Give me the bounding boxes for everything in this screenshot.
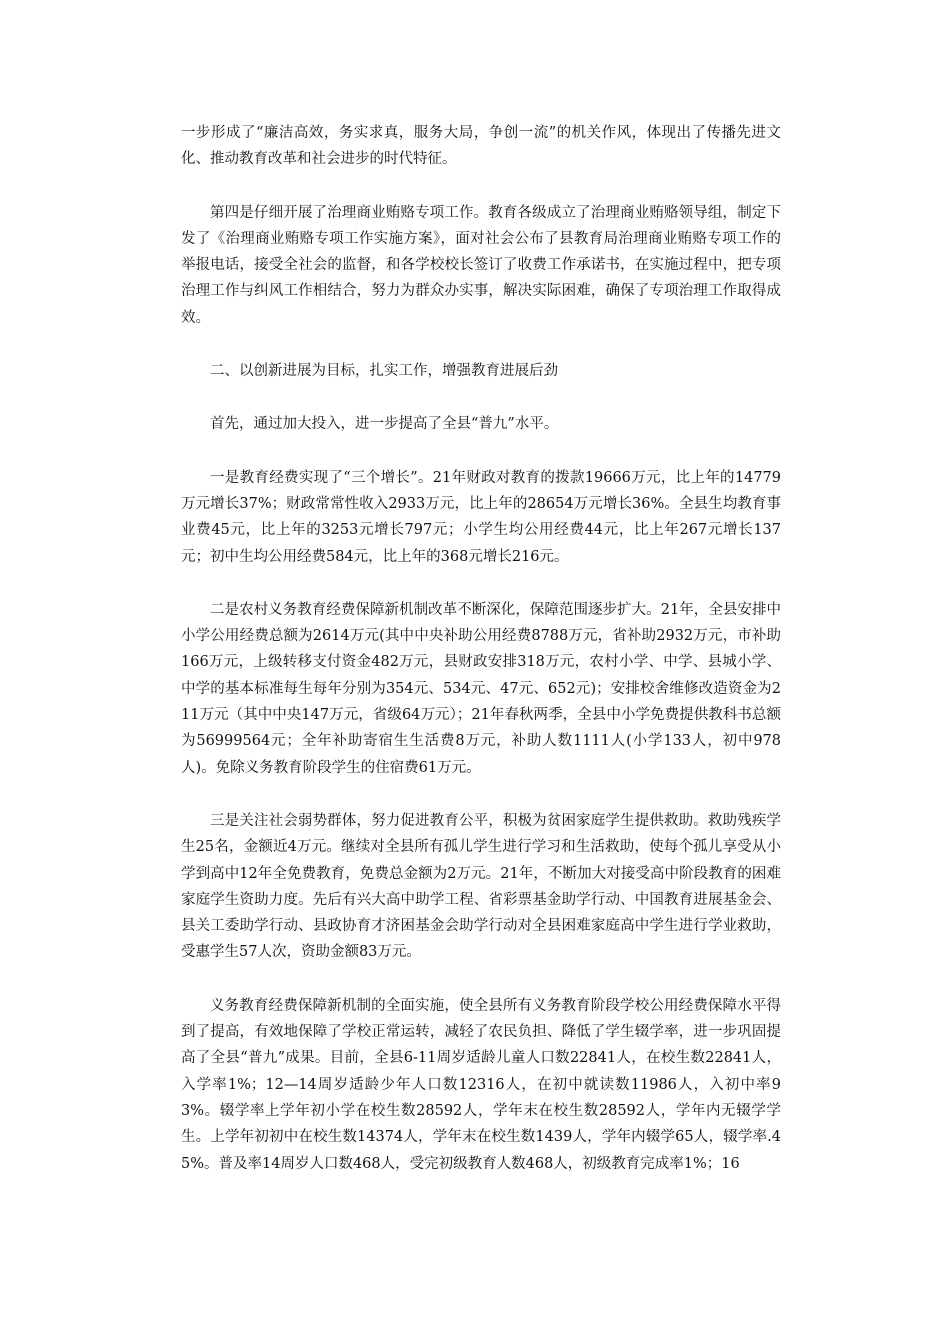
- paragraph-continued: 一步形成了“廉洁高效，务实求真，服务大局，争创一流”的机关作风，体现出了传播先进文化、推动教育改革和社会进步的时代特征。: [181, 125, 781, 168]
- paragraph-enrollment-stats: 义务教育经费保障新机制的全面实施，使全县所有义务教育阶段学校公用经费保障水平得到了提高，有效地保障了学校正常运转，减轻了农民负担、降低了学生辍学率，进一步巩固提高了全县“普九”成果。目前，全县6-11周岁适龄儿童人口数22841人，在校生数22841人，入学率1%；12—14周岁适龄少年人口数12316人，在初中就读数11986人，入初中率93%。辍学率上学年初小学在校生数28592人，学年末在校生数28592人，学年内无辍学学生。上学年初初中在校生数14374人，学年末在校生数1439人，学年内辍学65人，辍学率.45%。普及率14周岁人口数468人，受完初级教育人数468人，初级教育完成率1%；16: [181, 997, 781, 1172]
- paragraph-anti-bribery: 第四是仔细开展了治理商业贿赂专项工作。教育各级成立了治理商业贿赂领导组，制定下发了《治理商业贿赂专项工作实施方案》，面对社会公布了县教育局治理商业贿赂专项工作的举报电话，接受全社会的监督，和各学校校长签订了收费工作承诺书，在实施过程中，把专项治理工作与纠风工作相结合，努力为群众办实事，解决实际困难，确保了专项治理工作取得成效。: [181, 204, 781, 326]
- paragraph-disadvantaged-groups: 三是关注社会弱势群体，努力促进教育公平，积极为贫困家庭学生提供救助。救助残疾学生25名，金额近4万元。继续对全县所有孤儿学生进行学习和生活救助，使每个孤儿享受从小学到高中12年全免费教育，免费总金额为2万元。21年，不断加大对接受高中阶段教育的困难家庭学生资助力度。先后有兴大高中助学工程、省彩票基金助学行动、中国教育进展基金会、县关工委助学行动、县政协育才济困基金会助学行动对全县困难家庭高中学生进行学业救助，受惠学生57人次，资助金额83万元。: [181, 812, 781, 961]
- paragraph-funding-growth: 一是教育经费实现了“三个增长”。21年财政对教育的拨款19666万元，比上年的14779万元增长37%；财政常常性收入2933万元，比上年的28654万元增长36%。全县生均教育事业费45元，比上年的3253元增长797元；小学生均公用经费44元，比上年267元增长137元；初中生均公用经费584元，比上年的368元增长216元。: [181, 469, 781, 565]
- paragraph-investment-intro: 首先，通过加大投入，进一步提高了全县“普九”水平。: [210, 416, 559, 433]
- document-body: [181, 120, 781, 1204]
- section-heading: 二、以创新进展为目标，扎实工作，增强教育进展后劲: [210, 363, 558, 380]
- paragraph-rural-funding: 二是农村义务教育经费保障新机制改革不断深化，保障范围逐步扩大。21年，全县安排中小学公用经费总额为2614万元(其中中央补助公用经费8788万元，省补助2932万元，市补助166万元，上级转移支付资金482万元，县财政安排318万元，农村小学、中学、县城小学、中学的基本标准每生每年分别为354元、534元、47元、652元)；安排校舍维修改造资金为211万元（其中中央147万元，省级64万元）；21年春秋两季，全县中小学免费提供教科书总额为56999564元；全年补助寄宿生生活费8万元，补助人数1111人(小学133人，初中978人)。免除义务教育阶段学生的住宿费61万元。: [181, 601, 781, 776]
